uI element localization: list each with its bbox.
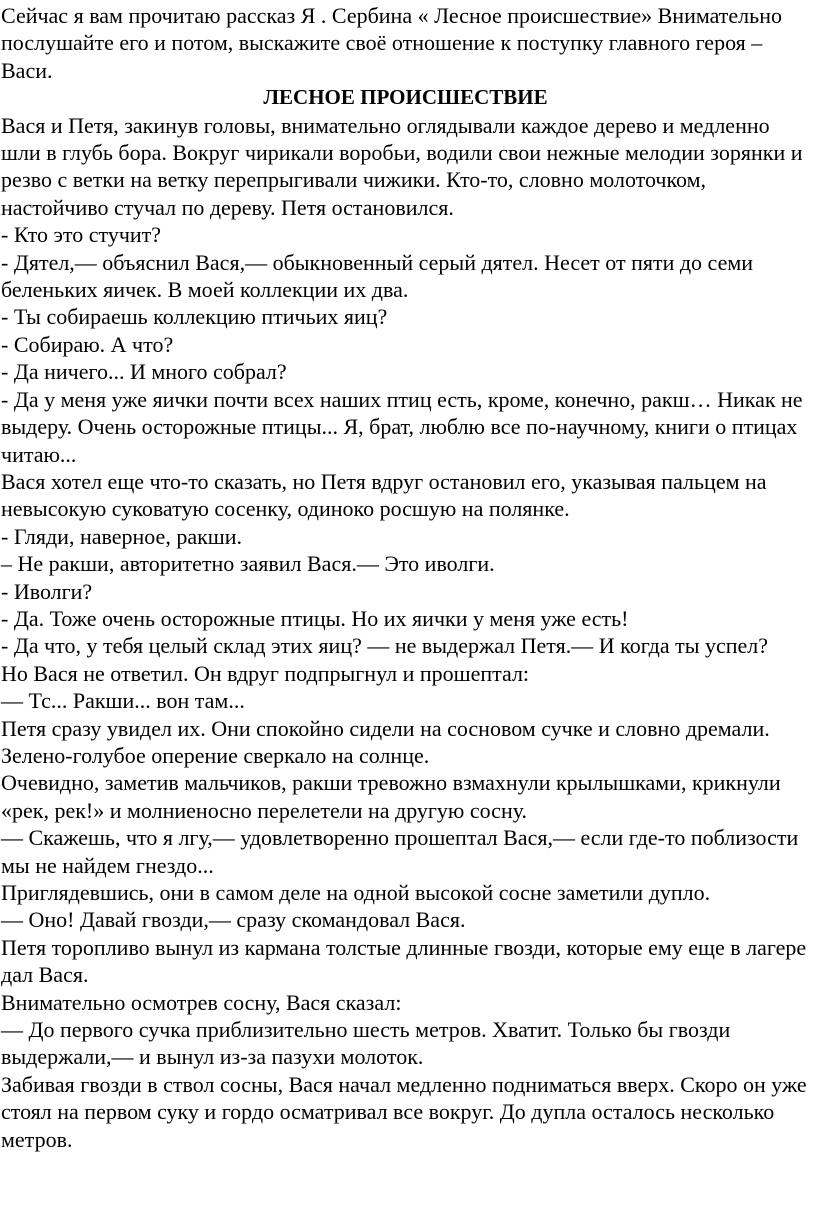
story-paragraph: — Скажешь, что я лгу,— удовлетворенно прошептал Вася,— если где-то поблизости мы не найдем гнездо...: [1, 825, 799, 878]
story-paragraph: - Ты собираешь коллекцию птичьих яиц?: [1, 304, 388, 330]
story-title: ЛЕСНОЕ ПРОИСШЕСТВИЕ: [263, 85, 548, 110]
story-paragraph: Приглядевшись, они в самом деле на одной высокой сосне заметили дупло.: [1, 880, 711, 905]
story-paragraph: Внимательно осмотрев сосну, Вася сказал:: [1, 989, 402, 1015]
story-paragraph: Петя торопливо вынул из кармана толстые длинные гвозди, которые ему еще в лагере дал Вася.: [1, 934, 807, 988]
story-paragraph: Забивая гвозди в ствол сосны, Вася начал медленно подниматься вверх. Скоро он уже стоял на первом суку и гордо осматривал все вокруг. До дупла осталось несколько метров.: [1, 1071, 807, 1152]
story-paragraph: - Дятел,— объяснил Вася,— обыкновенный серый дятел. Несет от пяти до семи беленьких яичек. В моей коллекции их два.: [1, 249, 754, 303]
story-paragraph: - Да. Тоже очень осторожные птицы. Но их яички у меня уже есть!: [1, 605, 629, 631]
story-paragraph: - Да у меня уже яички почти всех наших птиц есть, кроме, конечно, ракш… Никак не выдеру. Очень осторожные птицы... Я, брат, люблю все по-научному, книги о птицах читаю...: [1, 386, 803, 467]
story-paragraph: Но Вася не ответил. Он вдруг подпрыгнул и прошептал:: [1, 660, 530, 686]
story-paragraph: - Да ничего... И много собрал?: [1, 359, 287, 385]
story-paragraph: – Не ракши, авторитетно заявил Вася.— Это иволги.: [1, 551, 495, 577]
story-paragraph: - Собираю. А что?: [1, 331, 174, 357]
story-paragraph: Петя сразу увидел их. Они спокойно сидели на сосновом сучке и словно дремали. Зелено-голубое оперение сверкало на солнце.: [1, 715, 770, 768]
story-paragraph: — До первого сучка приблизительно шесть метров. Хватит. Только бы гвозди выдержали,— и вынул из-за пазухи молоток.: [1, 1017, 731, 1070]
story-paragraph: - Кто это стучит?: [1, 222, 162, 248]
story-body: [1, 112, 810, 1153]
intro-paragraph: Сейчас я вам прочитаю рассказ Я . Сербина « Лесное происшествие» Внимательно послушайте его и потом, выскажите своё отношение к поступку главного героя – Васи.: [1, 3, 782, 83]
story-paragraph: Вася хотел еще что-то сказать, но Петя вдруг остановил его, указывая пальцем на невысокую суковатую сосенку, одиноко росшую на полянке.: [1, 468, 767, 522]
story-paragraph: - Да что, у тебя целый склад этих яиц? — не выдержал Петя.— И когда ты успел?: [1, 633, 769, 659]
story-paragraph: Вася и Петя, закинув головы, внимательно оглядывали каждое дерево и медленно шли в глубь бора. Вокруг чирикали воробьи, водили свои нежные мелодии зорянки и резво с ветки на ветку перепрыгивали чижики. Кто-то, словно молоточком, настойчиво стучал по дереву. Петя остановился.: [1, 112, 803, 220]
story-paragraph: Очевидно, заметив мальчиков, ракши тревожно взмахнули крылышками, крикнули «рек, рек!» и молниеносно перелетели на другую сосну.: [1, 770, 781, 823]
story-paragraph: - Гляди, наверное, ракши.: [1, 523, 242, 549]
story-paragraph: — Тс... Ракши... вон там...: [1, 688, 245, 714]
story-paragraph: - Иволги?: [1, 578, 93, 604]
story-paragraph: — Оно! Давай гвозди,— сразу скомандовал Вася.: [1, 907, 466, 933]
